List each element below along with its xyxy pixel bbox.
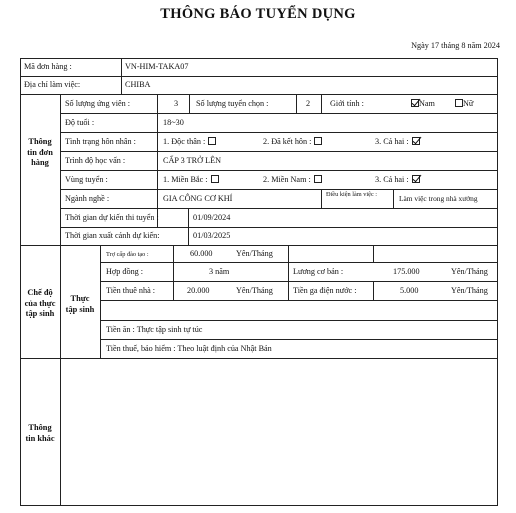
region-north-option[interactable]: 1. Miền Bắc :	[163, 175, 219, 185]
tax-note: Tiền thuế, bảo hiểm : Theo luật định của Nhật Bản	[106, 344, 272, 353]
training-allowance-unit: Yên/Tháng	[236, 249, 273, 258]
order-code-label: Mã đơn hàng :	[24, 62, 72, 71]
section-other-info: Thông tin khác	[25, 423, 55, 443]
section-order-info: Thông tin đơn hàng	[27, 137, 53, 167]
work-location-value: CHIBA	[125, 80, 151, 89]
salary-label: Lương cơ bản :	[293, 267, 344, 276]
gender-male-checkbox[interactable]	[411, 99, 419, 107]
work-location-label: Địa chỉ làm việc:	[24, 80, 81, 89]
region-both-checkbox[interactable]	[412, 175, 420, 183]
salary-value: 175.000	[393, 267, 420, 276]
marital-both-option[interactable]: 3. Cả hai :	[375, 137, 420, 147]
education-value: CẤP 3 TRỞ LÊN	[163, 156, 221, 165]
education-label: Trình độ học vấn :	[65, 156, 126, 165]
age-value: 18~30	[163, 118, 184, 127]
food-note: Tiền ăn : Thực tập sinh tự túc	[106, 325, 203, 334]
departure-date-value: 01/03/2025	[193, 231, 231, 240]
job-value: GIA CÔNG CƠ KHÍ	[163, 194, 233, 203]
training-allowance-value: 60.000	[190, 249, 213, 258]
applicants-label: Số lượng ứng viên :	[65, 99, 131, 108]
marital-label: Tình trạng hôn nhân :	[65, 137, 136, 146]
gender-label: Giới tính :	[330, 99, 364, 108]
region-south-option[interactable]: 2. Miền Nam :	[263, 175, 322, 185]
age-label: Độ tuổi :	[65, 118, 95, 127]
utilities-unit: Yên/Tháng	[451, 286, 488, 295]
rent-unit: Yên/Tháng	[236, 286, 273, 295]
marital-single-option[interactable]: 1. Độc thân :	[163, 137, 216, 147]
rent-value: 20.000	[187, 286, 210, 295]
salary-unit: Yên/Tháng	[451, 267, 488, 276]
selected-label: Số lượng tuyển chọn :	[196, 99, 269, 108]
rent-label: Tiền thuê nhà :	[106, 286, 156, 295]
region-label: Vùng tuyển :	[65, 175, 108, 184]
section-trainee: Thực tập sinh	[65, 294, 95, 314]
marital-married-checkbox[interactable]	[314, 137, 322, 145]
job-label: Ngành nghề :	[65, 194, 110, 203]
selected-value: 2	[306, 99, 311, 108]
training-allowance-label: Trợ cấp đào tạo :	[106, 251, 149, 258]
gender-female-option[interactable]: Nữ	[452, 99, 473, 109]
utilities-label: Tiền ga điện nước :	[293, 286, 357, 295]
gender-female-checkbox[interactable]	[455, 99, 463, 107]
work-condition-value: Làm việc trong nhà xưởng	[399, 194, 478, 203]
section-benefits: Chế độ của thực tập sinh	[24, 288, 56, 318]
departure-date-label: Thời gian xuất cảnh dự kiến:	[65, 231, 160, 240]
document-title: THÔNG BÁO TUYỂN DỤNG	[160, 6, 356, 22]
applicants-value: 3	[174, 99, 179, 108]
contract-label: Hợp đồng :	[106, 267, 144, 276]
order-code-value: VN-HIM-TAKA07	[125, 62, 189, 71]
region-north-checkbox[interactable]	[211, 175, 219, 183]
work-condition-label: Điều kiện làm việc :	[326, 191, 378, 198]
marital-married-option[interactable]: 2. Đã kết hôn :	[263, 137, 322, 147]
utilities-value: 5.000	[400, 286, 419, 295]
marital-both-checkbox[interactable]	[412, 137, 420, 145]
marital-single-checkbox[interactable]	[208, 137, 216, 145]
contract-value: 3 năm	[209, 267, 230, 276]
document-date: Ngày 17 tháng 8 năm 2024	[411, 41, 500, 50]
interview-date-label: Thời gian dự kiến thi tuyển :	[65, 213, 159, 222]
region-south-checkbox[interactable]	[314, 175, 322, 183]
interview-date-value: 01/09/2024	[193, 213, 231, 222]
gender-male-option[interactable]: Nam	[408, 99, 435, 109]
region-both-option[interactable]: 3. Cả hai :	[375, 175, 420, 185]
